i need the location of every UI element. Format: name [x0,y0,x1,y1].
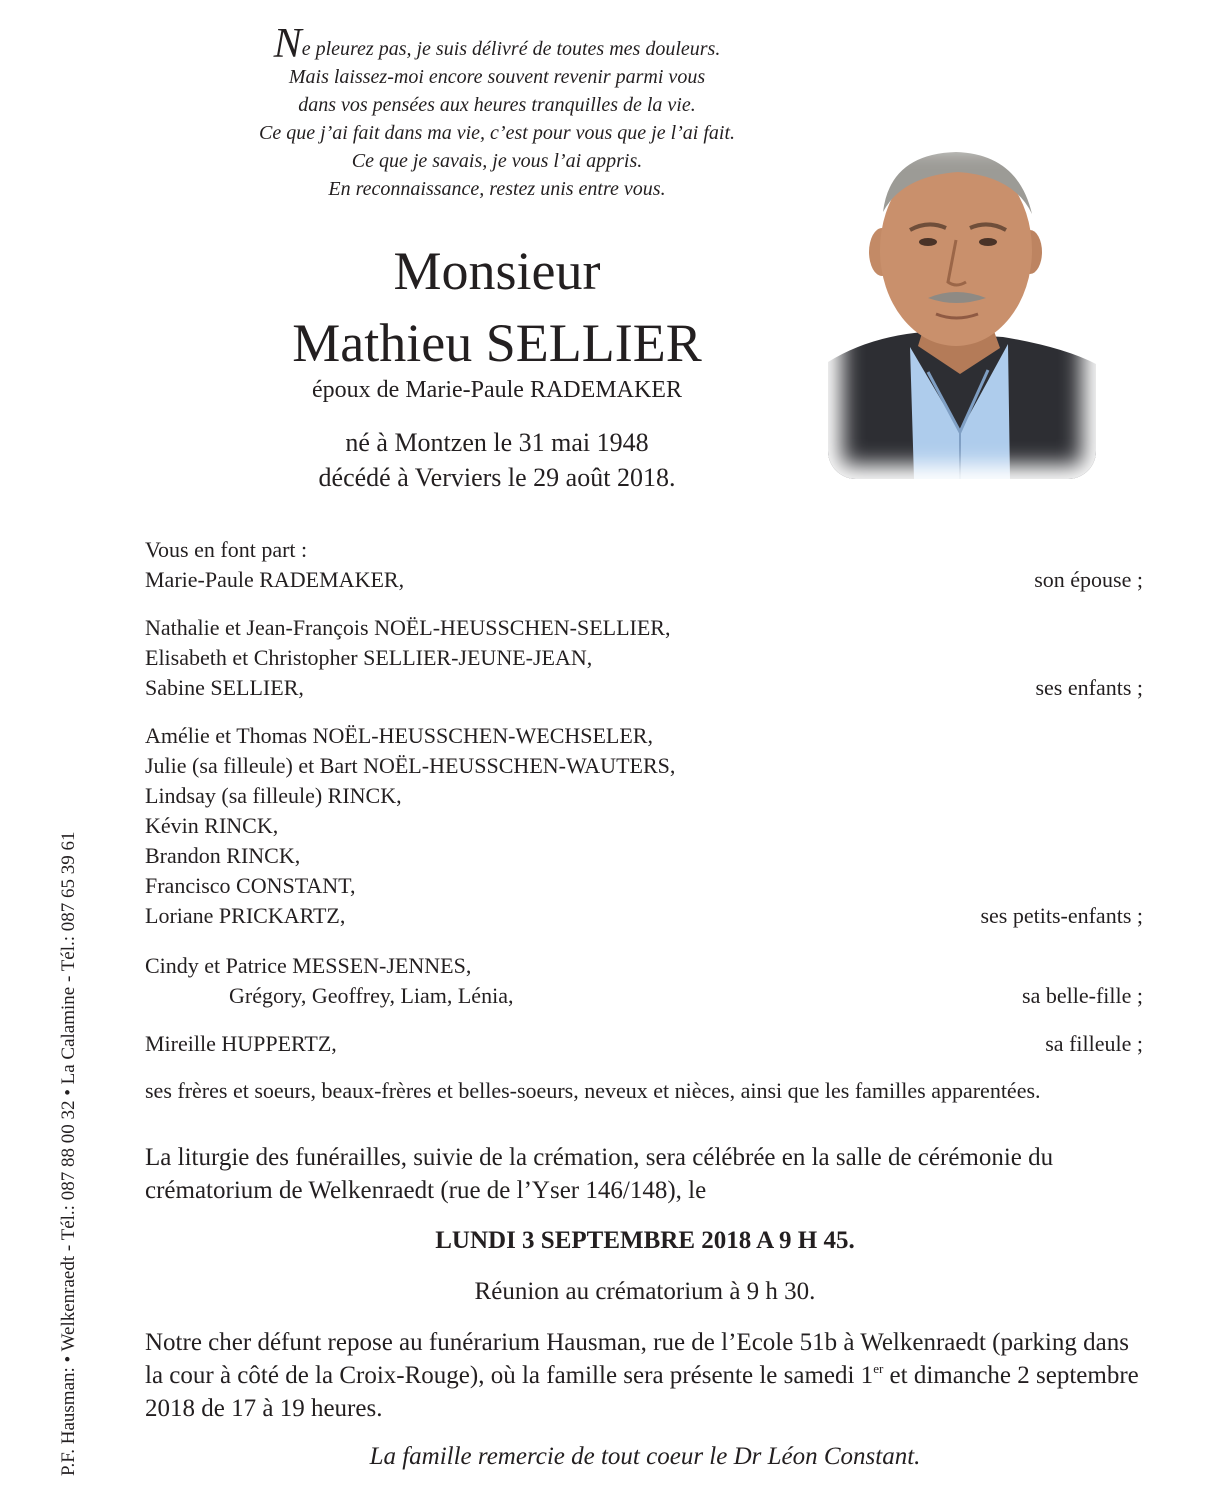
ordinal-suffix: er [873,1361,884,1376]
portrait-photo [828,132,1096,479]
family-member: Julie (sa filleule) et Bart NOËL-HEUSSCHEN-WAUTERS, [145,753,676,778]
family-member: Marie-Paule RADEMAKER, [145,567,405,592]
announcement-block-spouse [145,535,1143,595]
poem-line: dans vos pensées aux heures tranquilles de la vie. [298,94,696,116]
portrait-illustration [828,132,1096,479]
list-item [145,901,1143,931]
spouse-line: époux de Marie-Paule RADEMAKER [312,377,682,403]
announcement-block-daughter-in-law [145,951,1143,1011]
poem-line: Ce que je savais, je vous l’ai appris. [351,150,643,172]
family-member: Sabine SELLIER, [145,675,304,700]
family-member: Cindy et Patrice MESSEN-JENNES, [145,953,472,978]
relatives-paragraph: ses frères et soeurs, beaux-frères et belles-soeurs, neveux et nièces, ainsi que les familles apparentées. [145,1078,1041,1103]
poem-line: En reconnaissance, restez unis entre vous. [328,178,666,200]
repose-paragraph: Notre cher défunt repose au funérarium Hausman, rue de l’Ecole 51b à Welkenraedt (parking dans la cour à côté de la Croix-Rouge), où la famille sera présente le samedi 1er et dimanche 2 septembre 2018 de 17 à 19 heures. [145,1329,1139,1422]
meeting-info: Réunion au crématorium à 9 h 30. [474,1278,816,1305]
liturgy-paragraph: La liturgie des funérailles, suivie de la crémation, sera célébrée en la salle de cérémonie du crématorium de Welkenraedt (rue de l’Yser 146/148), le [145,1144,1054,1204]
announcement-block-children [145,613,1143,703]
list-item [145,981,1143,1011]
announcement-block-goddaughter [145,1029,1143,1059]
family-member: Grégory, Geoffrey, Liam, Lénia, [229,983,514,1008]
announcement-block-grandchildren [145,721,1143,931]
relation-label: sa belle-fille ; [1022,983,1143,1008]
relation-label: son épouse ; [1034,567,1143,592]
family-member: Loriane PRICKARTZ, [145,903,346,928]
relation-label: ses enfants ; [1035,675,1143,700]
family-member: Mireille HUPPERTZ, [145,1031,337,1056]
ceremony-date: LUNDI 3 SEPTEMBRE 2018 A 9 H 45. [435,1227,855,1254]
birth-line: né à Montzen le 31 mai 1948 [345,428,649,457]
death-line: décédé à Verviers le 29 août 2018. [318,463,676,492]
family-member: Lindsay (sa filleule) RINCK, [145,783,402,808]
thanks-line: La famille remercie de tout coeur le Dr Léon Constant. [369,1443,921,1470]
relation-label: ses petits-enfants ; [980,903,1143,928]
family-member: Brandon RINCK, [145,843,301,868]
relation-label: sa filleule ; [1045,1031,1143,1056]
list-item [145,673,1143,703]
poem-line: Ne pleurez pas, je suis délivré de toutes mes douleurs. [273,21,721,67]
poem-line: Mais laissez-moi encore souvent revenir parmi vous [288,66,706,88]
list-item [145,1029,1143,1059]
family-member: Nathalie et Jean-François NOËL-HEUSSCHEN-SELLIER, [145,615,671,640]
poem-initial: N [273,21,302,67]
intro-line: Vous en font part : [145,537,308,562]
family-member: Amélie et Thomas NOËL-HEUSSCHEN-WECHSELER, [145,723,653,748]
family-member: Elisabeth et Christopher SELLIER-JEUNE-JEAN, [145,645,593,670]
poem-line: Ce que j’ai fait dans ma vie, c’est pour vous que je l’ai fait. [258,122,736,144]
life-dates [200,425,794,495]
funeral-home-imprint: P.F. Hausman: • Welkenraedt - Tél.: 087 88 00 32 • La Calamine - Tél.: 087 65 39 61 [58,831,79,1476]
family-member: Kévin RINCK, [145,813,279,838]
poem [200,21,794,203]
civility: Monsieur [393,241,601,301]
list-item [145,565,1143,595]
deceased-name: Mathieu SELLIER [292,313,702,373]
family-member: Francisco CONSTANT, [145,873,356,898]
